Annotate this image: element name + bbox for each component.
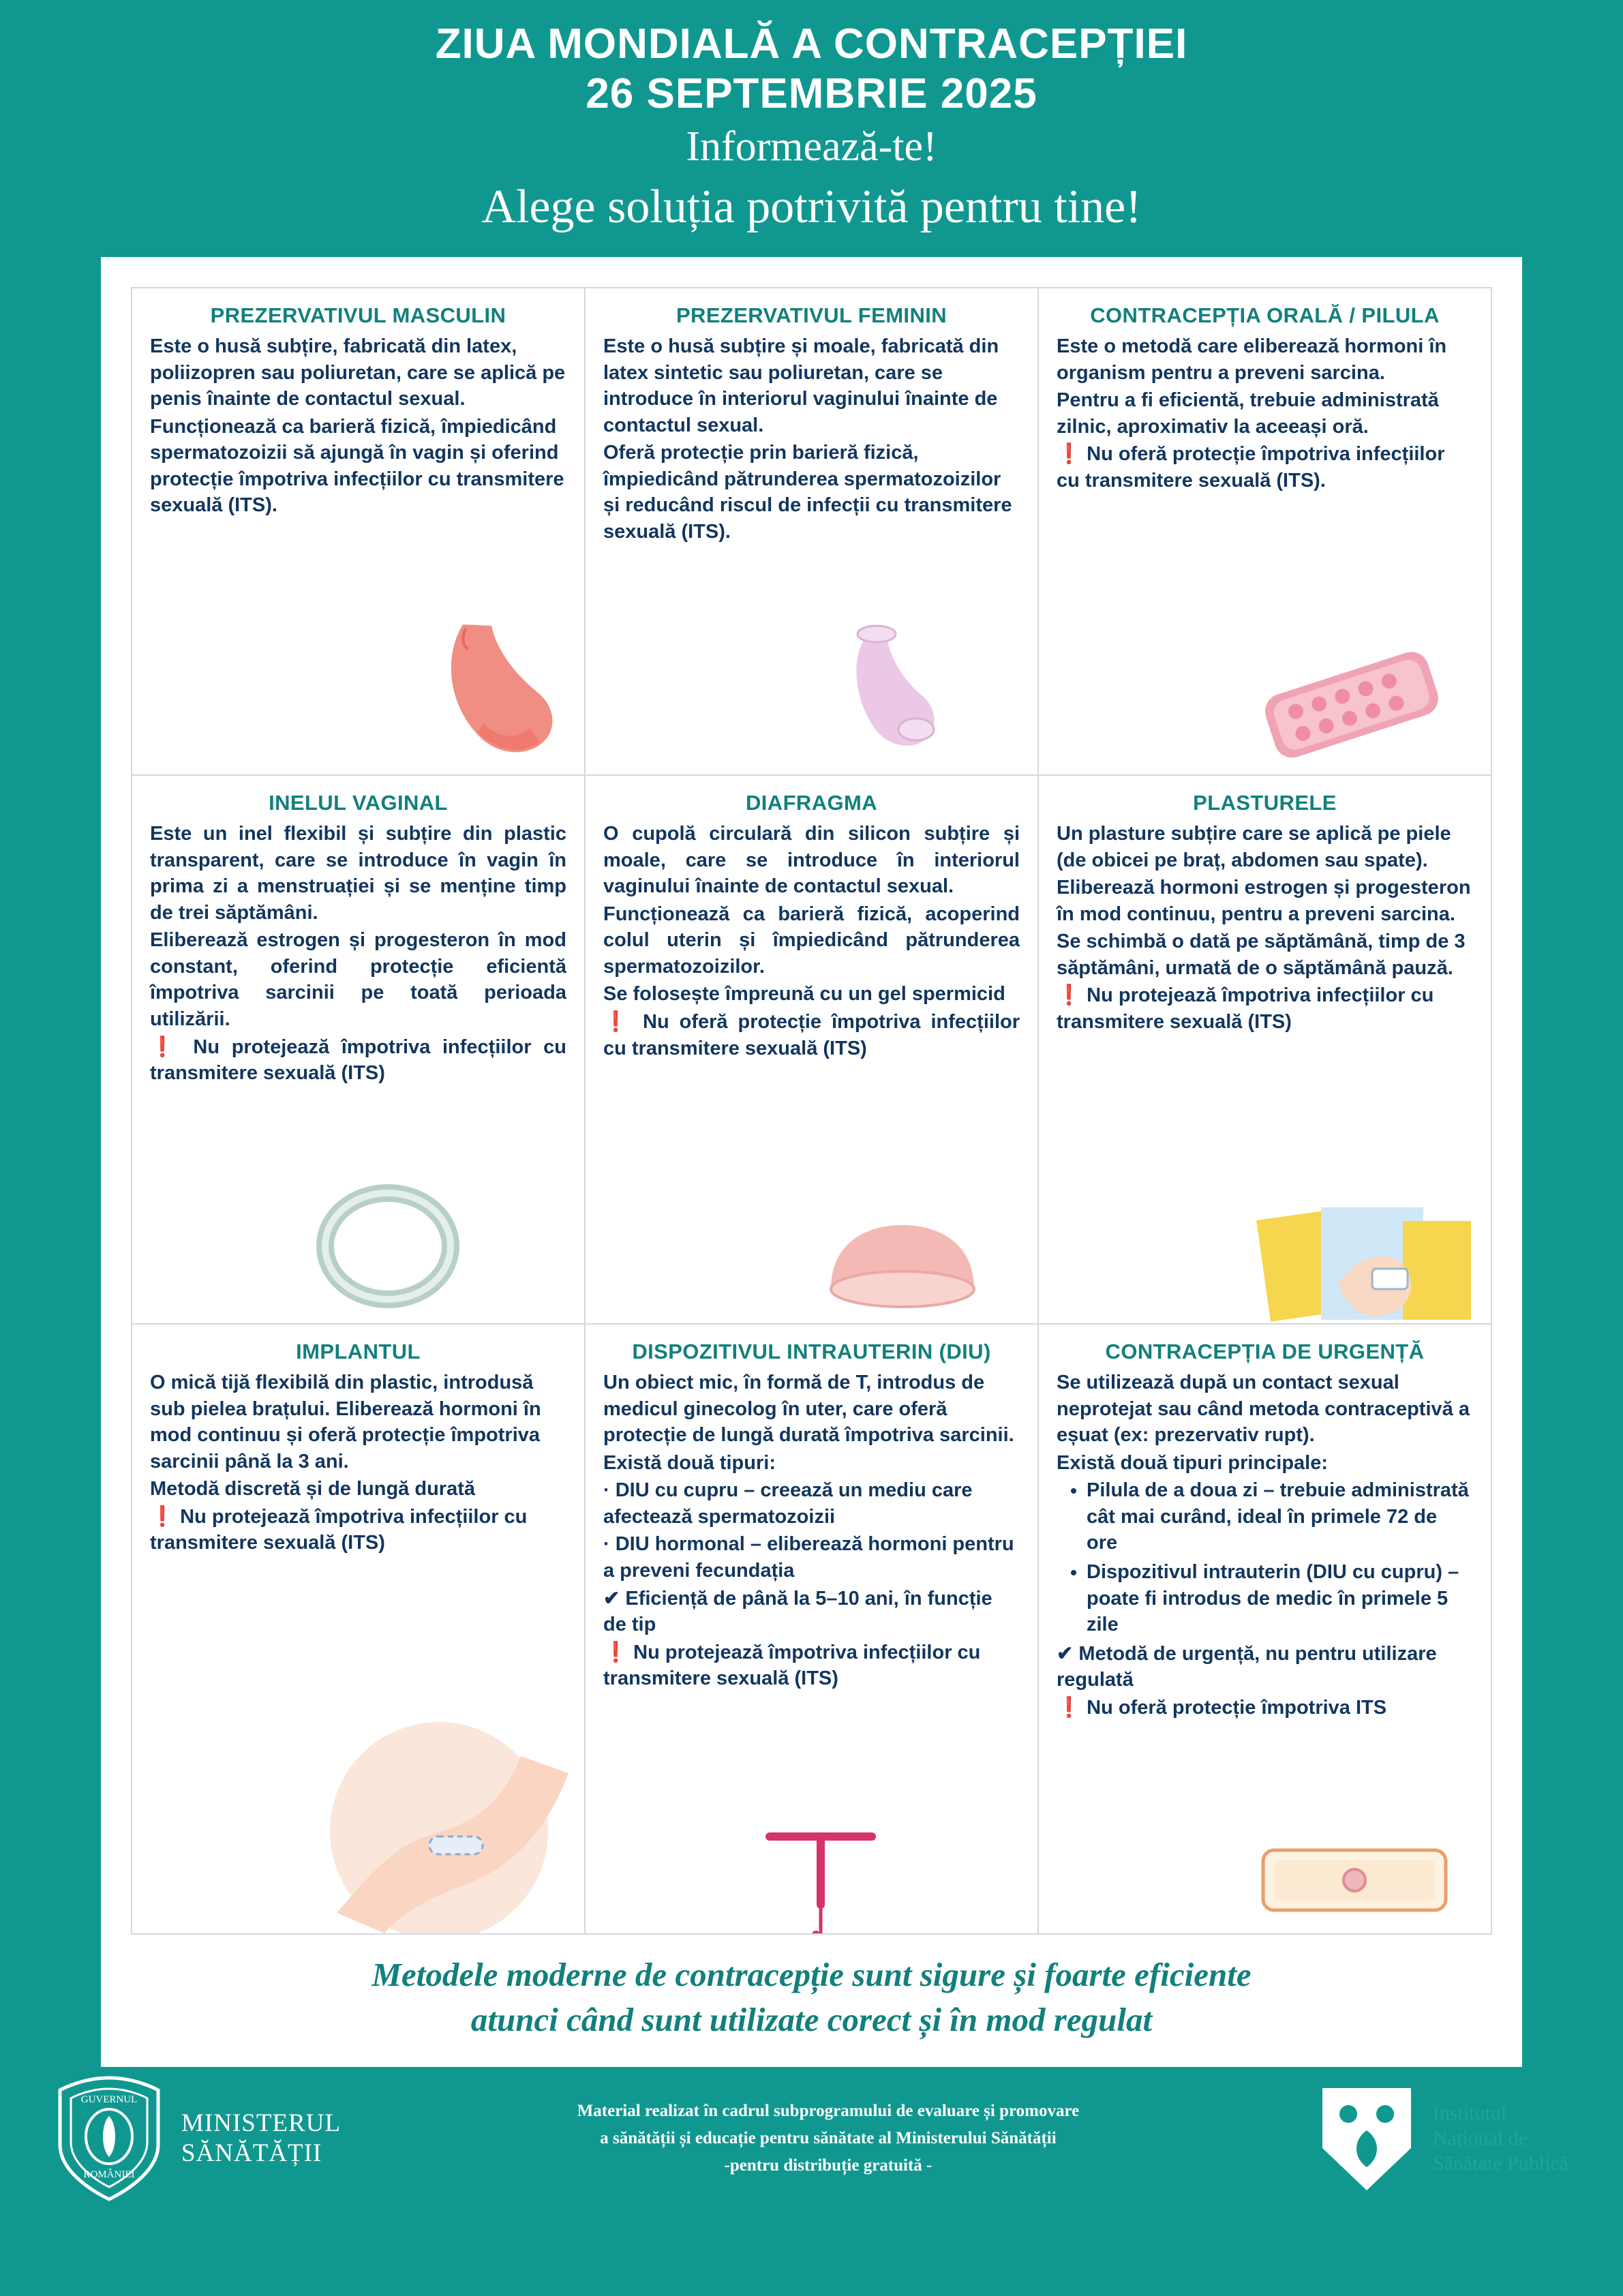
card-title: PREZERVATIVUL FEMININ [676, 303, 947, 327]
card-paragraph: Eliberează estrogen și progesteron în mod constant, oferind protecție eficientă împotriva sarcinii pe toată perioada utilizării. [150, 929, 566, 1030]
check-icon: ✔ [603, 1587, 620, 1610]
list-item: • Dispozitivul intrauterin (DIU cu cupru) – poate fi introdus de medic în primele 5 zile [1087, 1559, 1473, 1638]
insp-block [1316, 2083, 1568, 2195]
card-paragraph: Este o husă subțire, fabricată din latex, poliizopren sau poliuretan, care se aplică pe penis înainte de contactul sexual. [150, 335, 566, 410]
warning-text: Nu protejează împotriva infecțiilor cu transmitere sexuală (ITS) [603, 1641, 981, 1690]
header-subtitle-line2: Alege soluția potrivită pentru tine! [481, 181, 1142, 233]
card-paragraph: O mică tijă flexibilă din plastic, introdusă sub pielea brațului. Eliberează hormoni în mod continuu și oferă protecție împotriva sarcinii până la 3 ani. [150, 1372, 541, 1472]
insp-line1: Institutul [1432, 2102, 1507, 2125]
female-condom-illustration [826, 615, 956, 772]
insp-line2: Național de [1432, 2126, 1528, 2149]
warning-text: Nu protejează împotriva infecțiilor cu transmitere sexuală (ITS) [150, 1505, 528, 1554]
card-male-condom [132, 288, 586, 776]
card-warning [1057, 982, 1473, 1035]
vaginal-ring-illustration [309, 1181, 466, 1311]
card-paragraph: Este o husă subțire și moale, fabricată din latex sintetic sau poliuretan, care se introduce în interiorul vaginului înainte de contactul sexual. [603, 335, 999, 436]
card-implant [132, 1325, 586, 1935]
card-title: DIAFRAGMA [745, 791, 878, 815]
disclaimer-line2: a sănătății și educație pentru sănătate al Ministerului Sănătății [600, 2129, 1057, 2148]
ministry-block [55, 2074, 341, 2203]
card-paragraph: Pentru a fi eficientă, trebuie administrată zilnic, aproximativ la aceeași oră. [1057, 389, 1439, 438]
card-paragraph: Se folosește împreună cu un gel spermicid [603, 983, 1005, 1006]
card-paragraph: Metodă discretă și de lungă durată [150, 1478, 475, 1500]
card-check [1057, 1641, 1473, 1693]
warning-icon: ❗ [1057, 984, 1082, 1007]
card-paragraph: Oferă protecție prin barieră fizică, împiedicând pătrunderea spermatozoizilor și reducând riscul de infecții cu transmitere sexuală (ITS). [603, 442, 1012, 543]
methods-grid [131, 287, 1492, 1935]
diaphragm-illustration [810, 1217, 995, 1319]
card-paragraph: Un plasture subțire care se aplică pe piele (de obicei pe braț, abdomen sau spate). [1057, 823, 1451, 871]
card-paragraph: · DIU hormonal – eliberează hormoni pentru a preveni fecundația [603, 1533, 1014, 1582]
card-paragraph: Se utilizează după un contact sexual neprotejat sau când metoda contraceptivă a eșuat (ex: prezervativ rupt). [1057, 1372, 1470, 1447]
header-title-line2: 26 SEPTEMBRIE 2025 [586, 70, 1037, 118]
card-paragraph: Un obiect mic, în formă de T, introdus de medicul ginecolog în uter, care oferă protecție de lungă durată împotriva sarcinii. [603, 1372, 1014, 1447]
check-icon: ✔ [1057, 1642, 1074, 1665]
card-warning [1057, 1695, 1473, 1721]
card-paragraph: Eliberează hormoni estrogen și progesteron în mod continuu, pentru a preveni sarcina. [1057, 877, 1471, 925]
card-paragraph: Există două tipuri principale: [1057, 1451, 1329, 1474]
slogan-line1: Metodele moderne de contracepție sunt sigure și foarte eficiente [371, 1956, 1252, 1993]
warning-text: Nu oferă protecție împotriva infecțiilor cu transmitere sexuală (ITS). [1057, 443, 1445, 492]
warning-icon: ❗ [150, 1036, 181, 1058]
warning-text: Nu protejează împotriva infecțiilor cu transmitere sexuală (ITS) [150, 1036, 567, 1085]
slogan-line2: atunci când sunt utilizate corect și în mod regulat [470, 2001, 1153, 2039]
card-paragraph: Este o metodă care eliberează hormoni în organism pentru a preveni sarcina. [1057, 335, 1447, 384]
poster-header [0, 0, 1623, 245]
card-emergency-contraception [1039, 1325, 1492, 1935]
warning-text: Nu oferă protecție împotriva ITS [1087, 1696, 1387, 1719]
government-seal-icon [55, 2074, 164, 2203]
disclaimer-text [577, 2098, 1080, 2179]
card-title: CONTRACEPȚIA DE URGENȚĂ [1105, 1340, 1425, 1363]
card-paragraph: Funcționează ca barieră fizică, împiedicând spermatozoizii să ajungă în vagin și oferind protecție împotriva infecțiilor cu transmitere sexuală (ITS). [150, 415, 564, 517]
patch-illustration [1256, 1200, 1481, 1323]
card-vaginal-ring [132, 776, 586, 1325]
pill-pack-illustration [1239, 638, 1463, 768]
card-title: PLASTURELE [1193, 791, 1337, 815]
card-warning [150, 1504, 566, 1556]
warning-text: Nu protejează împotriva infecțiilor cu transmitere sexuală (ITS) [1057, 984, 1434, 1033]
card-patch [1039, 776, 1492, 1325]
card-paragraph: Este un inel flexibil și subțire din plastic transparent, care se introduce în vagin în prima zi a menstruației și se menține timp de trei săptămâni. [150, 823, 566, 924]
card-title: INELUL VAGINAL [269, 791, 448, 815]
card-bullet-list [1057, 1477, 1473, 1637]
card-warning [150, 1034, 566, 1087]
card-iud [586, 1325, 1039, 1935]
header-title-line1: ZIUA MONDIALĂ A CONTRACEPȚIEI [435, 20, 1188, 67]
check-text: Metodă de urgență, nu pentru utilizare regulată [1057, 1642, 1437, 1691]
card-title: DISPOZITIVUL INTRAUTERIN (DIU) [632, 1340, 991, 1363]
warning-text: Nu oferă protecție împotriva infecțiilor cu transmitere sexuală (ITS) [603, 1010, 1020, 1059]
closing-slogan [131, 1935, 1492, 2060]
insp-name [1433, 2101, 1568, 2176]
card-paragraph: Există două tipuri: [603, 1451, 776, 1474]
ministry-name [181, 2109, 341, 2169]
card-title: CONTRACEPȚIA ORALĂ / PILULA [1090, 303, 1440, 327]
card-paragraph: O cupolă circulară din silicon subțire și moale, care se introduce în interiorul vaginului înainte de contactul sexual. [603, 823, 1020, 898]
card-warning [1057, 441, 1473, 494]
disclaimer-line3: -pentru distribuție gratuită - [724, 2156, 932, 2175]
iud-illustration [742, 1824, 899, 1935]
footer-bar [0, 2067, 1623, 2203]
card-check [603, 1586, 1020, 1638]
card-oral-contraception [1039, 288, 1492, 776]
check-text: Eficiență de până la 5–10 ani, în funcție de tip [603, 1587, 992, 1636]
card-title: IMPLANTUL [296, 1340, 421, 1363]
ministry-line2: SĂNĂTĂȚII [181, 2139, 322, 2168]
card-title: PREZERVATIVUL MASCULIN [210, 303, 506, 327]
card-female-condom [586, 288, 1039, 776]
warning-icon: ❗ [1057, 443, 1082, 466]
card-diaphragm [586, 776, 1039, 1325]
svg-text:GUVERNUL: GUVERNUL [80, 2094, 138, 2106]
card-paragraph: Se schimbă o dată pe săptămână, timp de 3 săptămâni, urmată de o săptămână pauză. [1057, 931, 1466, 979]
header-subtitle-line1: Informează-te! [686, 123, 937, 170]
emergency-pill-box-illustration [1252, 1835, 1457, 1924]
disclaimer-line1: Material realizat în cadrul subprogramului de evaluare și promovare [577, 2102, 1080, 2121]
card-warning [603, 1640, 1020, 1692]
male-condom-illustration [415, 611, 572, 774]
list-item: • Pilula de a doua zi – trebuie administrată cât mai curând, ideal în primele 72 de ore [1087, 1477, 1473, 1556]
ministry-line1: MINISTERUL [181, 2109, 342, 2137]
warning-icon: ❗ [1057, 1696, 1082, 1719]
insp-shield-icon [1316, 2083, 1418, 2195]
svg-text:ROMÂNIEI: ROMÂNIEI [83, 2169, 135, 2181]
card-paragraph: Funcționează ca barieră fizică, acoperind colul uterin și împiedicând pătrunderea spermatozoizilor. [603, 903, 1020, 978]
arm-implant-illustration [296, 1708, 582, 1933]
card-warning [603, 1009, 1020, 1061]
insp-line3: Sănătate Publică [1432, 2151, 1568, 2175]
warning-icon: ❗ [603, 1010, 633, 1033]
warning-icon: ❗ [603, 1641, 628, 1663]
card-paragraph: · DIU cu cupru – creează un mediu care afectează spermatozoizii [603, 1479, 973, 1528]
warning-icon: ❗ [150, 1505, 175, 1528]
content-panel [101, 257, 1522, 2067]
